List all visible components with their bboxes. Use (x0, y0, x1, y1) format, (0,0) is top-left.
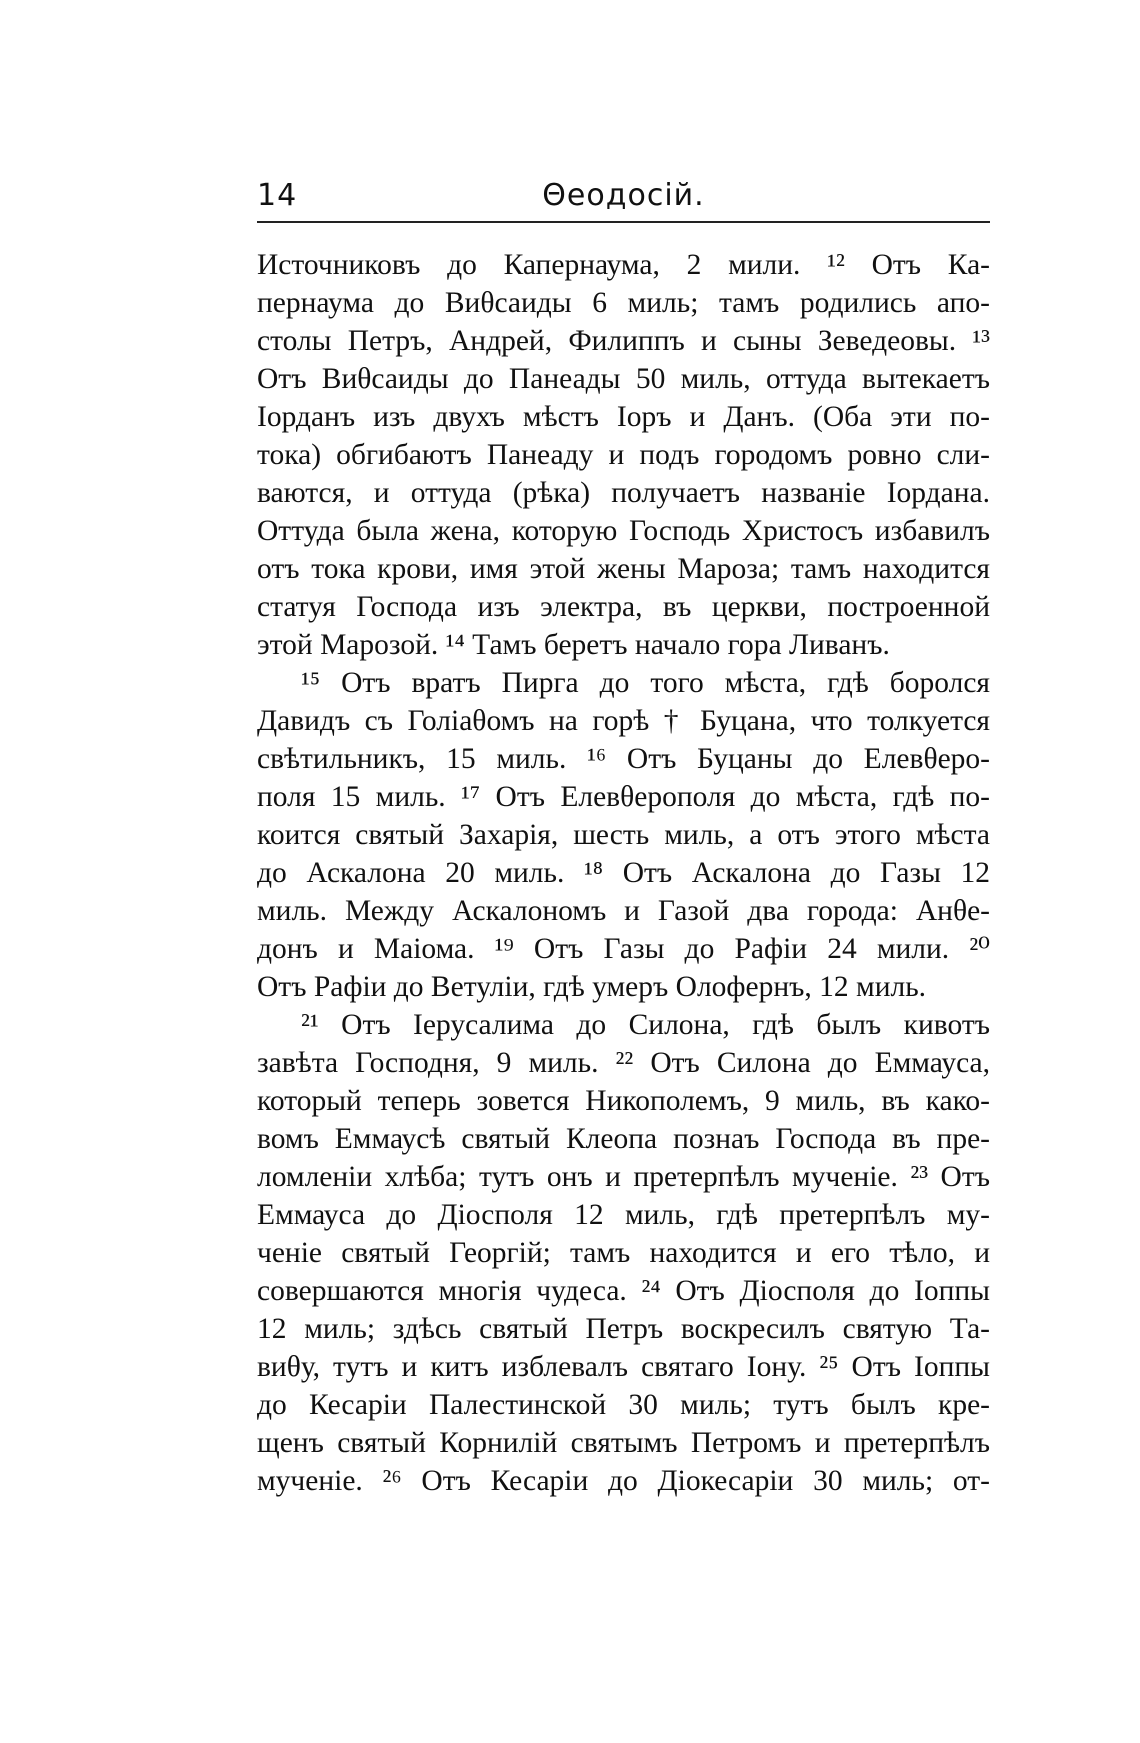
page-number: 14 (257, 178, 298, 213)
header-rule (257, 221, 990, 223)
text-line: щенъ святый Корнилій святымъ Петромъ и претерпѣлъ (257, 1427, 990, 1459)
text-line: Iорданъ изъ двухъ мѣстъ Iоръ и Данъ. (Оба эти по- (257, 401, 990, 433)
text-line: отъ тока крови, имя этой жены Мароза; тамъ находится (257, 553, 990, 585)
text-line: свѣтильникъ, 15 миль. ¹⁶ Отъ Буцаны до Елевθеро- (257, 743, 990, 775)
text-line: мученіе. ²⁶ Отъ Кесаріи до Діокесаріи 30 миль; от- (257, 1465, 990, 1497)
text-line: Оттуда была жена, которую Господь Христосъ избавилъ (257, 515, 990, 547)
text-line: ломленіи хлѣба; тутъ онъ и претерпѣлъ мученіе. ²³ Отъ (257, 1161, 990, 1193)
text-line: Еммауса до Діосполя 12 миль, гдѣ претерпѣлъ му- (257, 1199, 990, 1231)
text-line: миль. Между Аскалономъ и Газой два города: Анθе- (257, 895, 990, 927)
text-line: коится святый Захарія, шесть миль, а отъ этого мѣста (257, 819, 990, 851)
text-line: до Кесаріи Палестинской 30 миль; тутъ былъ кре- (257, 1389, 990, 1421)
running-title: Θеодосій. (542, 178, 705, 213)
text-line: ¹⁵ Отъ вратъ Пирга до того мѣста, гдѣ боролся (301, 667, 990, 699)
text-line: совершаются многія чудеса. ²⁴ Отъ Діосполя до Iоппы (257, 1275, 990, 1307)
text-line: Отъ Виθсаиды до Панеады 50 миль, оттуда вытекаетъ (257, 363, 990, 395)
text-line: ченіе святый Георгій; тамъ находится и его тѣло, и (257, 1237, 990, 1269)
text-line: виθу, тутъ и китъ изблевалъ святаго Iону. ²⁵ Отъ Iоппы (257, 1351, 990, 1383)
text-line: ваются, и оттуда (рѣка) получаетъ названіе Iордана. (257, 477, 990, 509)
text-line: поля 15 миль. ¹⁷ Отъ Елевθерополя до мѣста, гдѣ по- (257, 781, 990, 813)
text-line: 12 миль; здѣсь святый Петръ воскресилъ святую Та- (257, 1313, 990, 1345)
text-line: который теперь зовется Никополемъ, 9 миль, въ како- (257, 1085, 990, 1117)
text-line: донъ и Маіома. ¹⁹ Отъ Газы до Рафіи 24 мили. ²⁰ (257, 933, 990, 965)
text-line: тока) обгибаютъ Панеаду и подъ городомъ ровно сли- (257, 439, 990, 471)
text-line: столы Петръ, Андрей, Филиппъ и сыны Зеведеовы. ¹³ (257, 325, 990, 357)
body-text (257, 246, 990, 1500)
text-line: Источниковъ до Капернаума, 2 мили. ¹² Отъ Ка- (257, 249, 990, 281)
text-line: Отъ Рафіи до Ветуліи, гдѣ умеръ Олофернъ, 12 миль. (257, 971, 927, 1003)
text-line: до Аскалона 20 миль. ¹⁸ Отъ Аскалона до Газы 12 (257, 857, 990, 889)
text-line: этой Марозой. ¹⁴ Тамъ беретъ начало гора Ливанъ. (257, 629, 890, 661)
text-line: вомъ Еммаусѣ святый Клеопа познаъ Господа въ пре- (257, 1123, 990, 1155)
text-line: пернаума до Виθсаиды 6 миль; тамъ родились апо- (257, 287, 990, 319)
text-line: Давидъ съ Голіаθомъ на горѣ † Буцана, что толкуется (257, 705, 990, 737)
text-line: статуя Господа изъ электра, въ церкви, построенной (257, 591, 990, 623)
text-line: ²¹ Отъ Iерусалима до Силона, гдѣ былъ кивотъ (301, 1009, 990, 1041)
text-line: завѣта Господня, 9 миль. ²² Отъ Силона до Еммауса, (257, 1047, 990, 1079)
